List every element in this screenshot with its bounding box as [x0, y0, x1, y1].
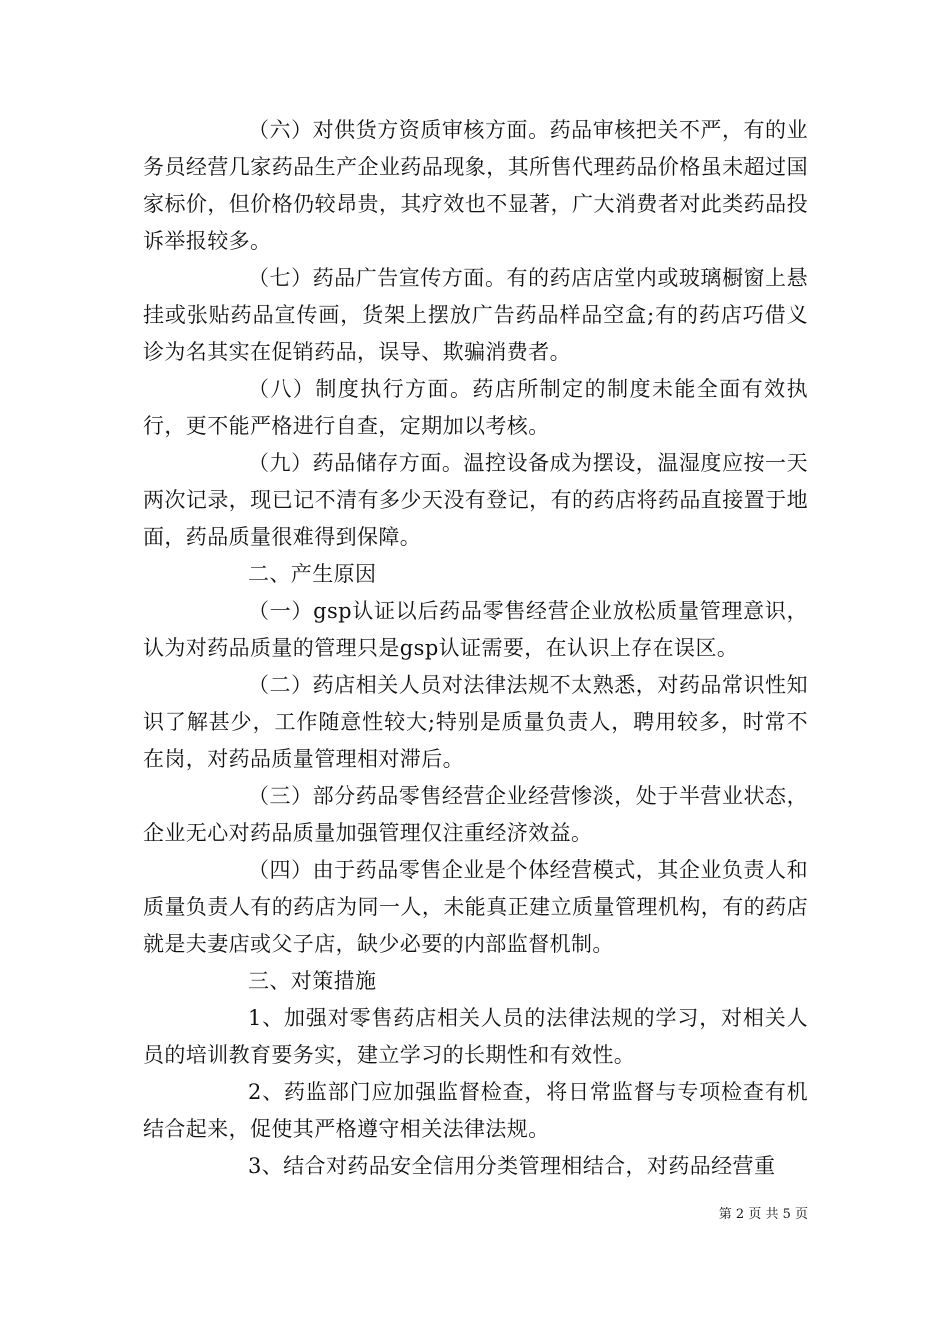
section-heading-measures: 三、对策措施 [248, 969, 377, 993]
paragraph-system-execution: （八）制度执行方面。药店所制定的制度未能全面有效执行，更不能严格进行自查，定期加以考核。 [143, 377, 808, 438]
paragraph-cause-3: （三）部分药品零售经营企业经营惨淡，处于半营业状态，企业无心对药品质量加强管理仅注重经济效益。 [143, 784, 808, 845]
page-number-footer: 第 2 页 共 5 页 [718, 1207, 808, 1222]
document-body [143, 112, 808, 1185]
paragraph-cause-1: （一）gsp认证以后药品零售经营企业放松质量管理意识，认为对药品质量的管理只是gsp认证需要，在认识上存在误区。 [143, 599, 808, 660]
paragraph-measure-2: 2、药监部门应加强监督检查，将日常监督与专项检查有机结合起来，促使其严格遵守相关法律法规。 [143, 1080, 808, 1141]
paragraph-cause-4: （四）由于药品零售企业是个体经营模式，其企业负责人和质量负责人有的药店为同一人，未能真正建立质量管理机构，有的药店就是夫妻店或父子店，缺少必要的内部监督机制。 [143, 858, 808, 956]
section-heading-causes: 二、产生原因 [248, 562, 377, 586]
paragraph-cause-2: （二）药店相关人员对法律法规不太熟悉，对药品常识性知识了解甚少，工作随意性较大;特别是质量负责人，聘用较多，时常不在岗，对药品质量管理相对滞后。 [143, 673, 808, 771]
paragraph-drug-advertising: （七）药品广告宣传方面。有的药店店堂内或玻璃橱窗上悬挂或张贴药品宣传画，货架上摆放广告药品样品空盒;有的药店巧借义诊为名其实在促销药品，误导、欺骗消费者。 [143, 266, 808, 364]
paragraph-supplier-qualification: （六）对供货方资质审核方面。药品审核把关不严，有的业务员经营几家药品生产企业药品现象，其所售代理药品价格虽未超过国家标价，但价格仍较昂贵，其疗效也不显著，广大消费者对此类药品投诉举报较多。 [143, 118, 808, 253]
paragraph-measure-3: 3、结合对药品安全信用分类管理相结合，对药品经营重 [248, 1154, 776, 1178]
paragraph-measure-1: 1、加强对零售药店相关人员的法律法规的学习，对相关人员的培训教育要务实，建立学习的长期性和有效性。 [143, 1006, 808, 1067]
paragraph-drug-storage: （九）药品储存方面。温控设备成为摆设，温湿度应按一天两次记录，现已记不清有多少天没有登记，有的药店将药品直接置于地面，药品质量很难得到保障。 [143, 451, 808, 549]
